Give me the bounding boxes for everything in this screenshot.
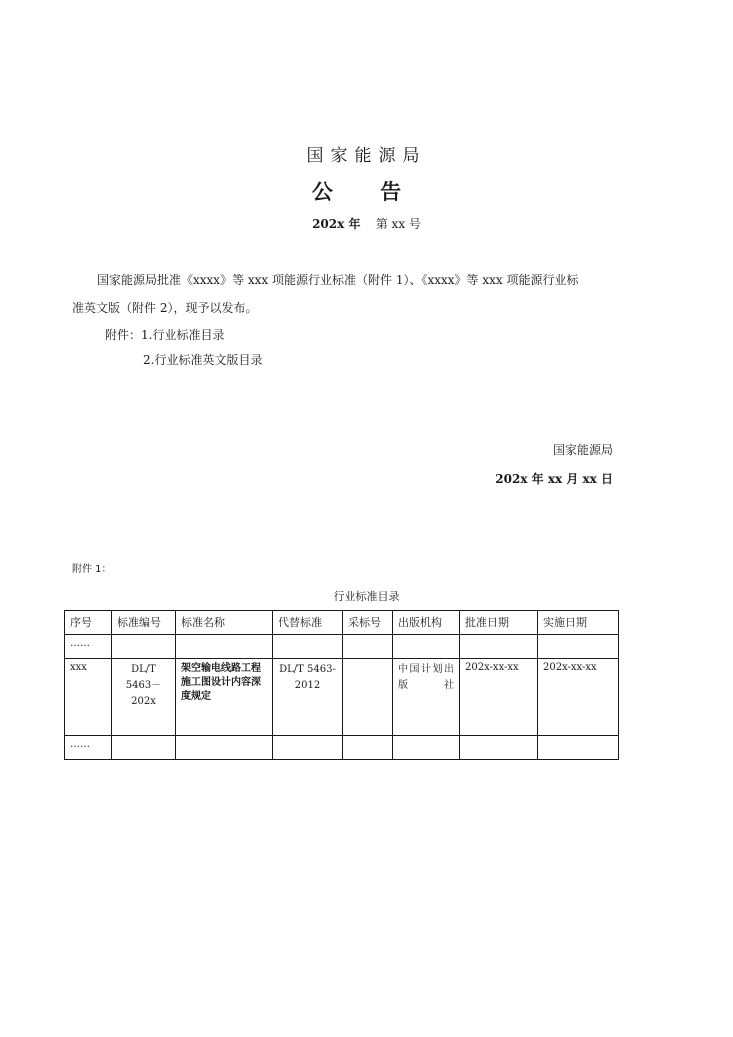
table-cell: [273, 635, 343, 659]
table-cell: [393, 635, 460, 659]
table-title: 行业标准目录: [333, 590, 400, 603]
table-cell-publisher: 中国计划出版社: [393, 659, 460, 736]
table-cell-std-name: 架空输电线路工程施工图设计内容深度规定: [176, 659, 273, 736]
document-type-title: 公 告: [311, 179, 422, 204]
table-cell: [460, 736, 538, 760]
table-cell: [176, 635, 273, 659]
column-header: 出版机构: [393, 611, 460, 635]
table-cell: [393, 736, 460, 760]
document-year: 202x 年: [312, 217, 361, 231]
document-number: [0, 215, 733, 232]
signature-date: 202x 年 xx 月 xx 日: [495, 472, 613, 486]
attachment-item-2: 2.行业标准英文版目录: [143, 353, 263, 367]
column-header: 标准编号: [112, 611, 176, 635]
table-cell: [273, 736, 343, 760]
column-header: 实施日期: [538, 611, 619, 635]
announcement-body: [72, 266, 617, 322]
appendix-label: 附件 1：: [72, 564, 112, 575]
body-line-2: 准英文版（附件 2），现予以发布。: [72, 301, 258, 315]
table-row: [65, 736, 619, 760]
document-serial: 第 xx 号: [375, 217, 421, 231]
table-cell: [460, 635, 538, 659]
table-cell-std-no: DL/T 5463－202x: [112, 659, 176, 736]
table-cell: [343, 635, 393, 659]
column-header: 采标号: [343, 611, 393, 635]
body-line-1: 国家能源局批准《xxxx》等 xxx 项能源行业标准（附件 1）、《xxxx》等 xxx 项能源行业标: [97, 273, 579, 287]
column-header: 序号: [65, 611, 112, 635]
table-header-row: [65, 611, 619, 635]
table-cell: ……: [65, 736, 112, 760]
table-cell: [538, 736, 619, 760]
column-header: 代替标准: [273, 611, 343, 635]
table-cell-seq: xxx: [65, 659, 112, 736]
attachment-item-1: 附件：1.行业标准目录: [105, 328, 225, 342]
table-cell-replaced: DL/T 5463-2012: [273, 659, 343, 736]
table-cell: [343, 736, 393, 760]
issuer-title: 国家能源局: [306, 146, 427, 166]
table-row: [65, 659, 619, 736]
table-row: [65, 635, 619, 659]
table-cell-approval-date: 202x-xx-xx: [460, 659, 538, 736]
standards-table: [64, 610, 619, 760]
table-cell: [538, 635, 619, 659]
table-cell: [112, 635, 176, 659]
table-cell: [176, 736, 273, 760]
table-cell: ……: [65, 635, 112, 659]
signer-name: 国家能源局: [552, 443, 613, 457]
column-header: 批准日期: [460, 611, 538, 635]
column-header: 标准名称: [176, 611, 273, 635]
table-cell: [112, 736, 176, 760]
table-cell-effective-date: 202x-xx-xx: [538, 659, 619, 736]
table-cell-adopted-no: [343, 659, 393, 736]
